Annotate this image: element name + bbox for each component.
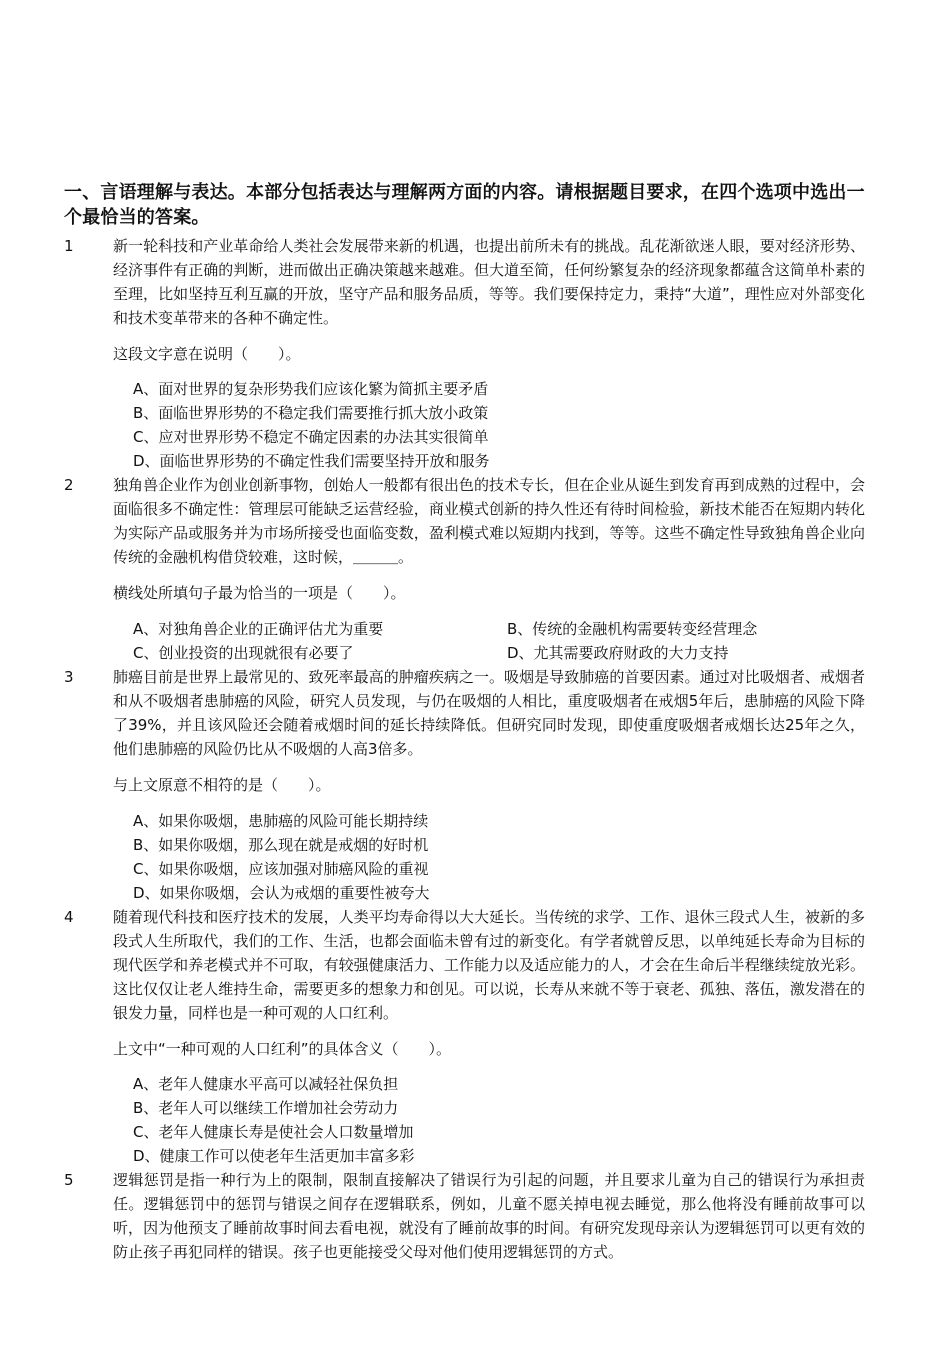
question-text: 逻辑惩罚是指一种行为上的限制，限制直接解决了错误行为引起的问题，并且要求儿童为自己的错误行为承担责任。逻辑惩罚中的惩罚与错误之间存在逻辑联系，例如，儿童不愿关掉电视去睡觉，那么他将没有睡前故事可以听，因为他预支了睡前故事时间去看电视，就没有了睡前故事的时间。有研究发现母亲认为逻辑惩罚可以更有效的防止孩子再犯同样的错误。孩子也更能接受父母对他们使用逻辑惩罚的方式。 — [113, 1171, 865, 1261]
question-text: 新一轮科技和产业革命给人类社会发展带来新的机遇，也提出前所未有的挑战。乱花渐欲迷人眼，要对经济形势、经济事件有正确的判断，进而做出正确决策越来越难。但大道至简，任何纷繁复杂的经济现象都蕴含这简单朴素的至理，比如坚持互利互赢的开放，坚守产品和服务品质，等等。我们要保持定力，秉持“大道”，理性应对外部变化和技术变革带来的各种不确定性。 — [113, 237, 865, 327]
question-prompt: 横线处所填句子最为恰当的一项是（ ）。 — [113, 584, 406, 602]
question-prompt: 上文中“一种可观的人口红利”的具体含义（ ）。 — [113, 1040, 452, 1058]
question-number: 1 — [64, 237, 74, 255]
option-b[interactable]: B、老年人可以继续工作增加社会劳动力 — [133, 1099, 399, 1117]
option-a[interactable]: A、面对世界的复杂形势我们应该化繁为简抓主要矛盾 — [133, 380, 489, 398]
option-b[interactable]: B、如果你吸烟，那么现在就是戒烟的好时机 — [133, 836, 429, 854]
question-prompt: 与上文原意不相符的是（ ）。 — [113, 776, 331, 794]
option-a[interactable]: A、老年人健康水平高可以减轻社保负担 — [133, 1075, 399, 1093]
question-text: 肺癌目前是世界上最常见的、致死率最高的肿瘤疾病之一。吸烟是导致肺癌的首要因素。通过对比吸烟者、戒烟者和从不吸烟者患肺癌的风险，研究人员发现，与仍在吸烟的人相比，重度吸烟者在戒烟5年后，患肺癌的风险下降了39%，并且该风险还会随着戒烟时间的延长持续降低。但研究同时发现，即使重度吸烟者戒烟长达25年之久，他们患肺癌的风险仍比从不吸烟的人高3倍多。 — [113, 668, 865, 758]
option-d[interactable]: D、健康工作可以使老年生活更加丰富多彩 — [133, 1147, 415, 1165]
option-b[interactable]: B、面临世界形势的不稳定我们需要推行抓大放小政策 — [133, 404, 489, 422]
option-d[interactable]: D、面临世界形势的不确定性我们需要坚持开放和服务 — [133, 452, 490, 470]
question-text: 随着现代科技和医疗技术的发展，人类平均寿命得以大大延长。当传统的求学、工作、退休三段式人生，被新的多段式人生所取代，我们的工作、生活，也都会面临未曾有过的新变化。有学者就曾反思，以单纯延长寿命为目标的现代医学和养老模式并不可取，有较强健康活力、工作能力以及适应能力的人，才会在生命后半程继续绽放光彩。这比仅仅让老人维持生命，需要更多的想象力和创见。可以说，长寿从来就不等于衰老、孤独、落伍，激发潜在的银发力量，同样也是一种可观的人口红利。 — [113, 908, 865, 1022]
question-number: 4 — [64, 908, 74, 926]
option-c[interactable]: C、老年人健康长寿是使社会人口数量增加 — [133, 1123, 414, 1141]
question-number: 3 — [64, 668, 74, 686]
option-d[interactable]: D、尤其需要政府财政的大力支持 — [507, 644, 729, 662]
option-a[interactable]: A、对独角兽企业的正确评估尤为重要 — [133, 620, 384, 638]
option-c[interactable]: C、应对世界形势不稳定不确定因素的办法其实很简单 — [133, 428, 489, 446]
option-c[interactable]: C、创业投资的出现就很有必要了 — [133, 644, 354, 662]
section-title: 一、言语理解与表达。本部分包括表达与理解两方面的内容。请根据题目要求，在四个选项中选出一个最恰当的答案。 — [64, 182, 865, 228]
option-c[interactable]: C、如果你吸烟，应该加强对肺癌风险的重视 — [133, 860, 429, 878]
option-b[interactable]: B、传统的金融机构需要转变经营理念 — [507, 620, 758, 638]
option-d[interactable]: D、如果你吸烟，会认为戒烟的重要性被夸大 — [133, 884, 430, 902]
question-prompt: 这段文字意在说明（ ）。 — [113, 345, 301, 363]
question-number: 2 — [64, 476, 74, 494]
question-text: 独角兽企业作为创业创新事物，创始人一般都有很出色的技术专长，但在企业从诞生到发育再到成熟的过程中，会面临很多不确定性：管理层可能缺乏运营经验，商业模式创新的持久性还有待时间检验，新技术能否在短期内转化为实际产品或服务并为市场所接受也面临变数，盈利模式难以短期内找到，等等。这些不确定性导致独角兽企业向传统的金融机构借贷较难，这时候，＿＿＿。 — [113, 476, 865, 566]
question-number: 5 — [64, 1171, 74, 1189]
option-a[interactable]: A、如果你吸烟，患肺癌的风险可能长期持续 — [133, 812, 429, 830]
